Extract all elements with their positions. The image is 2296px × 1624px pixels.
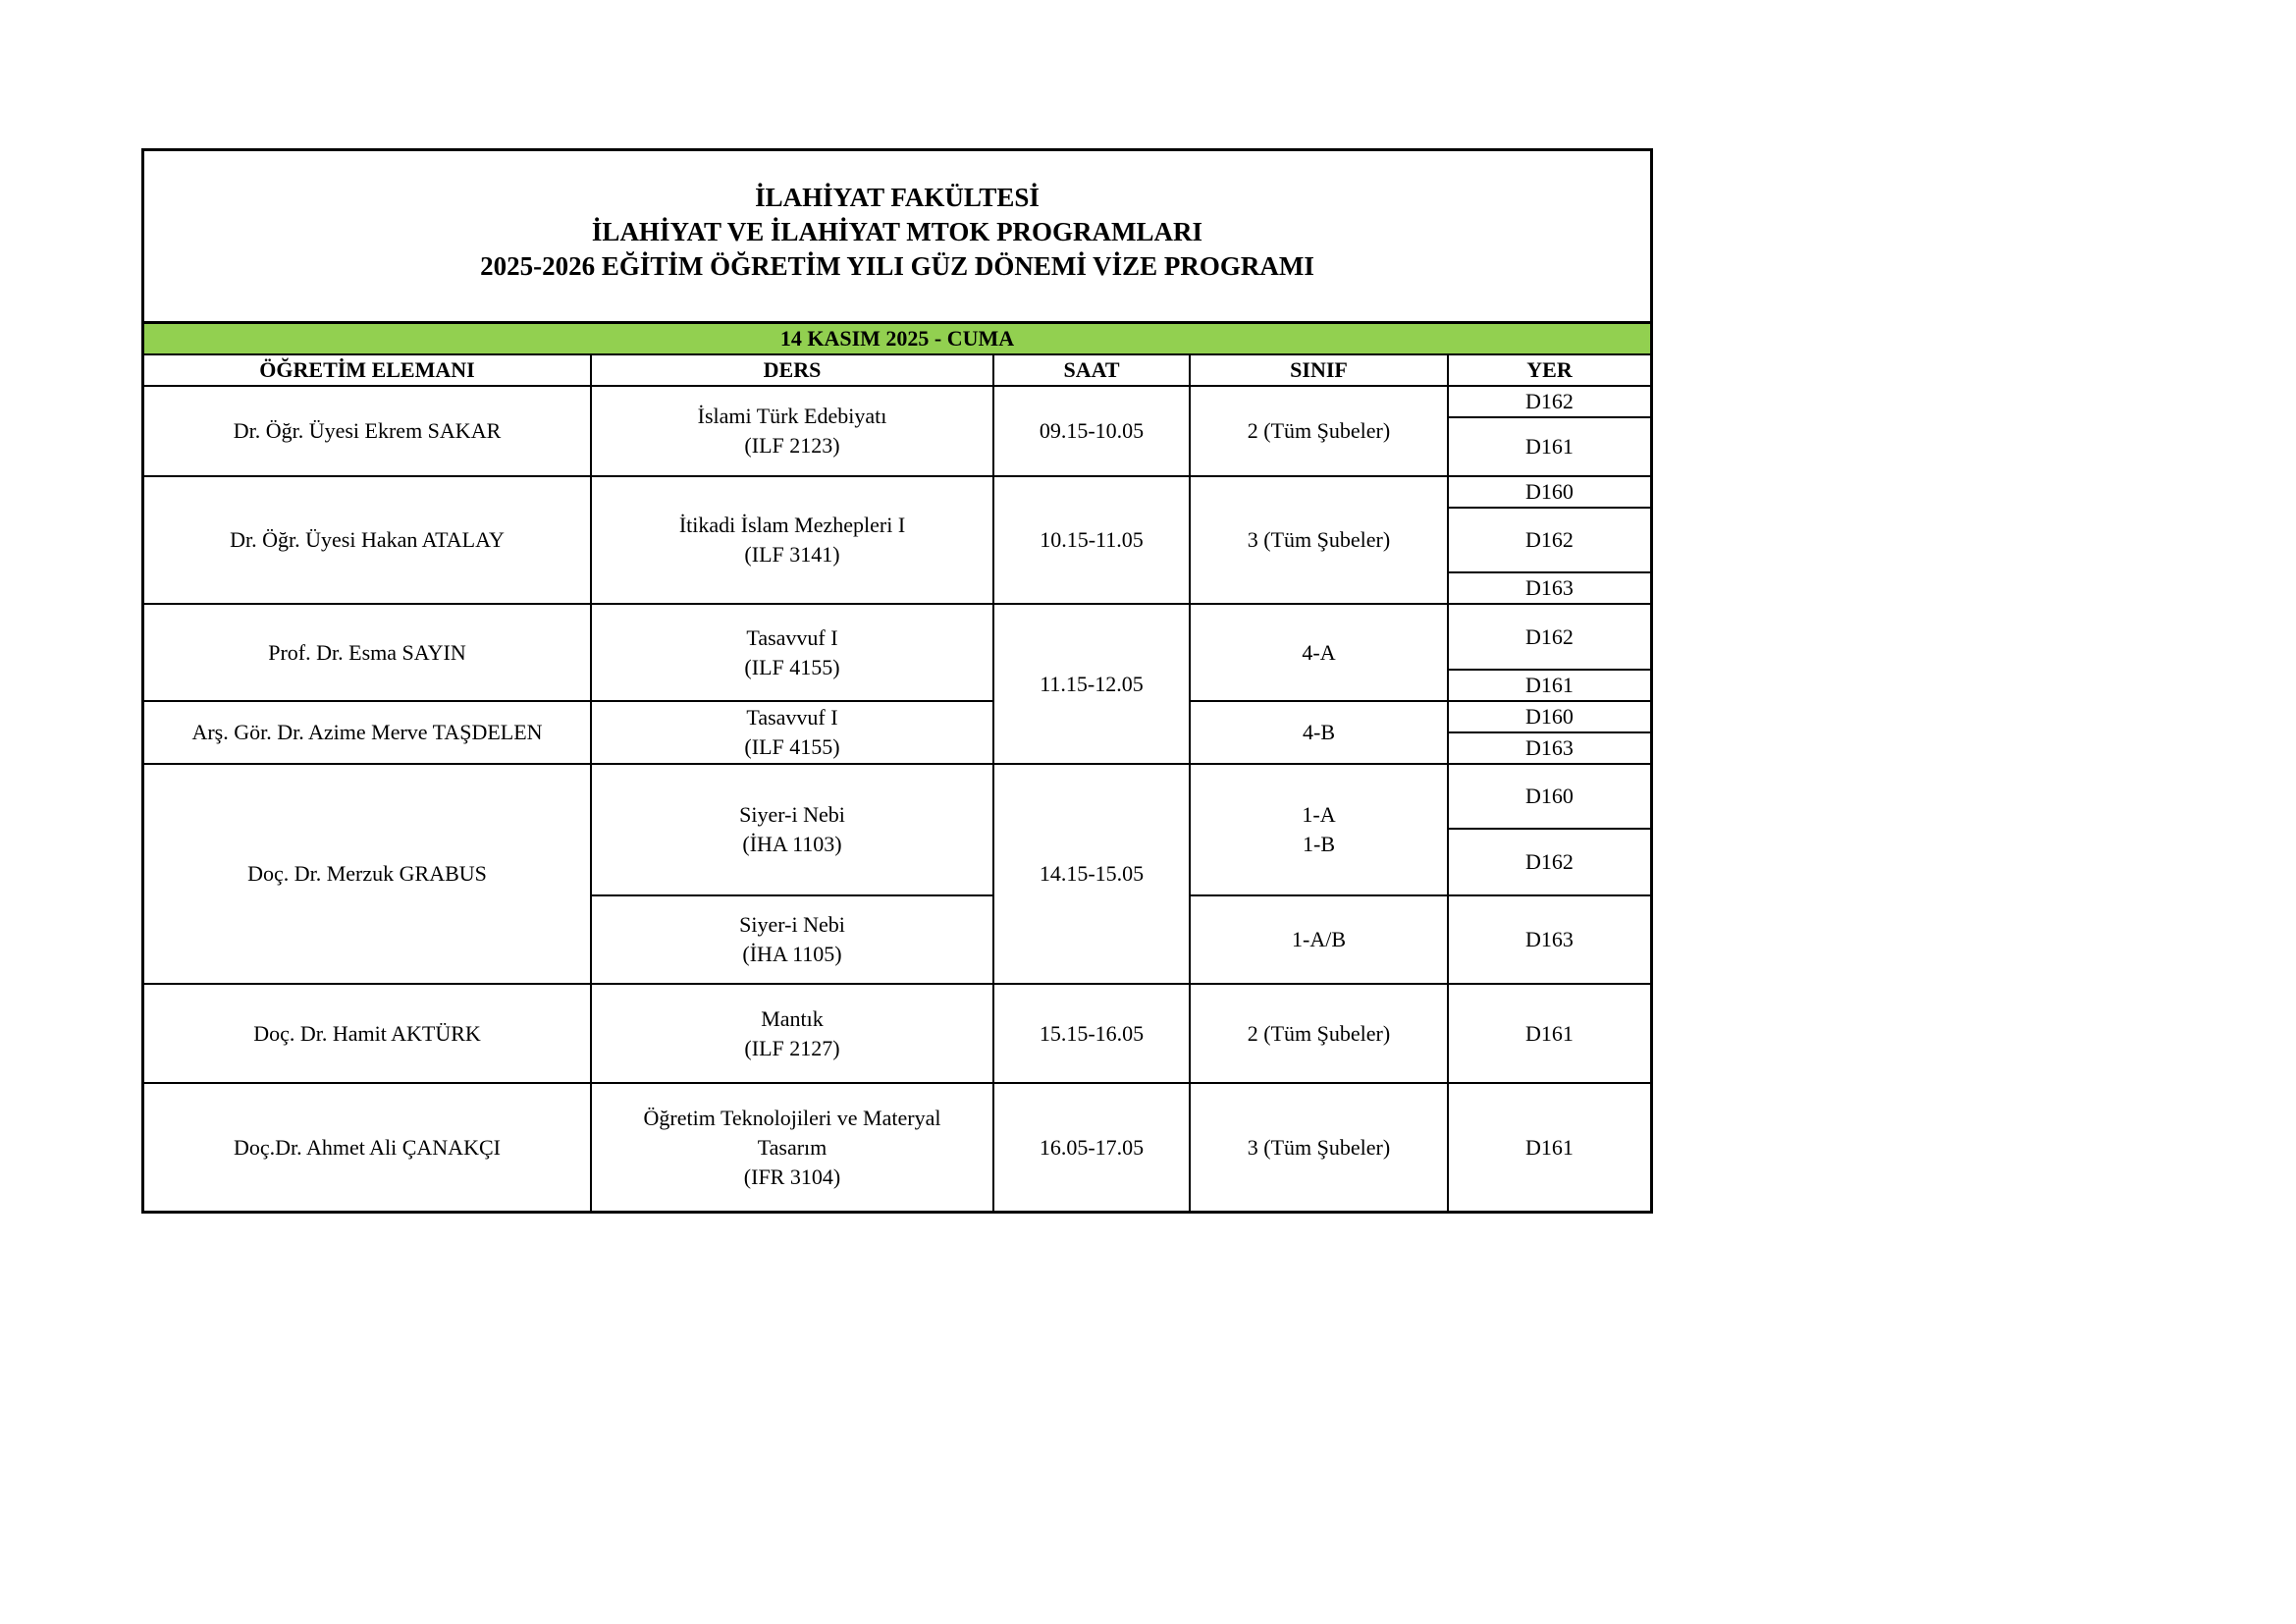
room-cell: D163 xyxy=(1448,732,1650,764)
course-cell: Tasavvuf I (ILF 4155) xyxy=(591,701,993,764)
instructor-cell: Arş. Gör. Dr. Azime Merve TAŞDELEN xyxy=(144,701,591,764)
schedule-title: 2025-2026 EĞİTİM ÖĞRETİM YILI GÜZ DÖNEMİ VİZE PROGRAMI xyxy=(480,251,1314,281)
time-cell: 15.15-16.05 xyxy=(993,984,1190,1083)
title-block xyxy=(144,151,1650,324)
room-cell: D162 xyxy=(1448,386,1650,417)
instructor-cell: Dr. Öğr. Üyesi Ekrem SAKAR xyxy=(144,386,591,476)
table-row xyxy=(144,764,1650,829)
class-cell: 4-A xyxy=(1190,604,1448,701)
header-time: SAAT xyxy=(993,354,1190,386)
table-row xyxy=(144,984,1650,1083)
class-cell: 4-B xyxy=(1190,701,1448,764)
room-cell: D160 xyxy=(1448,476,1650,508)
room-cell: D160 xyxy=(1448,701,1650,732)
room-cell: D162 xyxy=(1448,604,1650,670)
class-cell: 1-A/B xyxy=(1190,895,1448,984)
room-cell: D163 xyxy=(1448,895,1650,984)
instructor-cell: Prof. Dr. Esma SAYIN xyxy=(144,604,591,701)
course-cell: Tasavvuf I (ILF 4155) xyxy=(591,604,993,701)
room-cell: D161 xyxy=(1448,670,1650,701)
time-cell: 14.15-15.05 xyxy=(993,764,1190,984)
exam-schedule-frame xyxy=(141,148,1653,1214)
course-cell: İtikadi İslam Mezhepleri I (ILF 3141) xyxy=(591,476,993,604)
day-row xyxy=(144,324,1650,354)
course-cell: Siyer-i Nebi (İHA 1103) xyxy=(591,764,993,895)
instructor-cell: Doç.Dr. Ahmet Ali ÇANAKÇI xyxy=(144,1083,591,1211)
instructor-cell: Doç. Dr. Hamit AKTÜRK xyxy=(144,984,591,1083)
header-room: YER xyxy=(1448,354,1650,386)
room-cell: D160 xyxy=(1448,764,1650,829)
room-cell: D161 xyxy=(1448,1083,1650,1211)
class-cell: 2 (Tüm Şubeler) xyxy=(1190,984,1448,1083)
instructor-cell: Doç. Dr. Merzuk GRABUS xyxy=(144,764,591,984)
faculty-title: İLAHİYAT FAKÜLTESİ xyxy=(755,183,1040,212)
header-instructor: ÖĞRETİM ELEMANI xyxy=(144,354,591,386)
exam-schedule-table xyxy=(144,324,1650,1211)
header-course: DERS xyxy=(591,354,993,386)
room-cell: D161 xyxy=(1448,984,1650,1083)
header-row xyxy=(144,354,1650,386)
class-cell: 3 (Tüm Şubeler) xyxy=(1190,476,1448,604)
instructor-cell: Dr. Öğr. Üyesi Hakan ATALAY xyxy=(144,476,591,604)
table-row xyxy=(144,386,1650,417)
room-cell: D163 xyxy=(1448,572,1650,604)
programs-title: İLAHİYAT VE İLAHİYAT MTOK PROGRAMLARI xyxy=(591,217,1203,246)
class-cell: 1-A 1-B xyxy=(1190,764,1448,895)
time-cell: 16.05-17.05 xyxy=(993,1083,1190,1211)
time-cell: 11.15-12.05 xyxy=(993,604,1190,764)
header-class: SINIF xyxy=(1190,354,1448,386)
course-cell: Öğretim Teknolojileri ve Materyal Tasarım (IFR 3104) xyxy=(591,1083,993,1211)
course-cell: Mantık (ILF 2127) xyxy=(591,984,993,1083)
table-row xyxy=(144,701,1650,732)
room-cell: D162 xyxy=(1448,508,1650,572)
course-cell: Siyer-i Nebi (İHA 1105) xyxy=(591,895,993,984)
class-cell: 2 (Tüm Şubeler) xyxy=(1190,386,1448,476)
table-row xyxy=(144,476,1650,508)
class-cell: 3 (Tüm Şubeler) xyxy=(1190,1083,1448,1211)
table-row xyxy=(144,604,1650,670)
table-row xyxy=(144,1083,1650,1211)
room-cell: D162 xyxy=(1448,829,1650,895)
time-cell: 09.15-10.05 xyxy=(993,386,1190,476)
time-cell: 10.15-11.05 xyxy=(993,476,1190,604)
day-label: 14 KASIM 2025 - CUMA xyxy=(144,324,1650,354)
room-cell: D161 xyxy=(1448,417,1650,476)
course-cell: İslami Türk Edebiyatı (ILF 2123) xyxy=(591,386,993,476)
